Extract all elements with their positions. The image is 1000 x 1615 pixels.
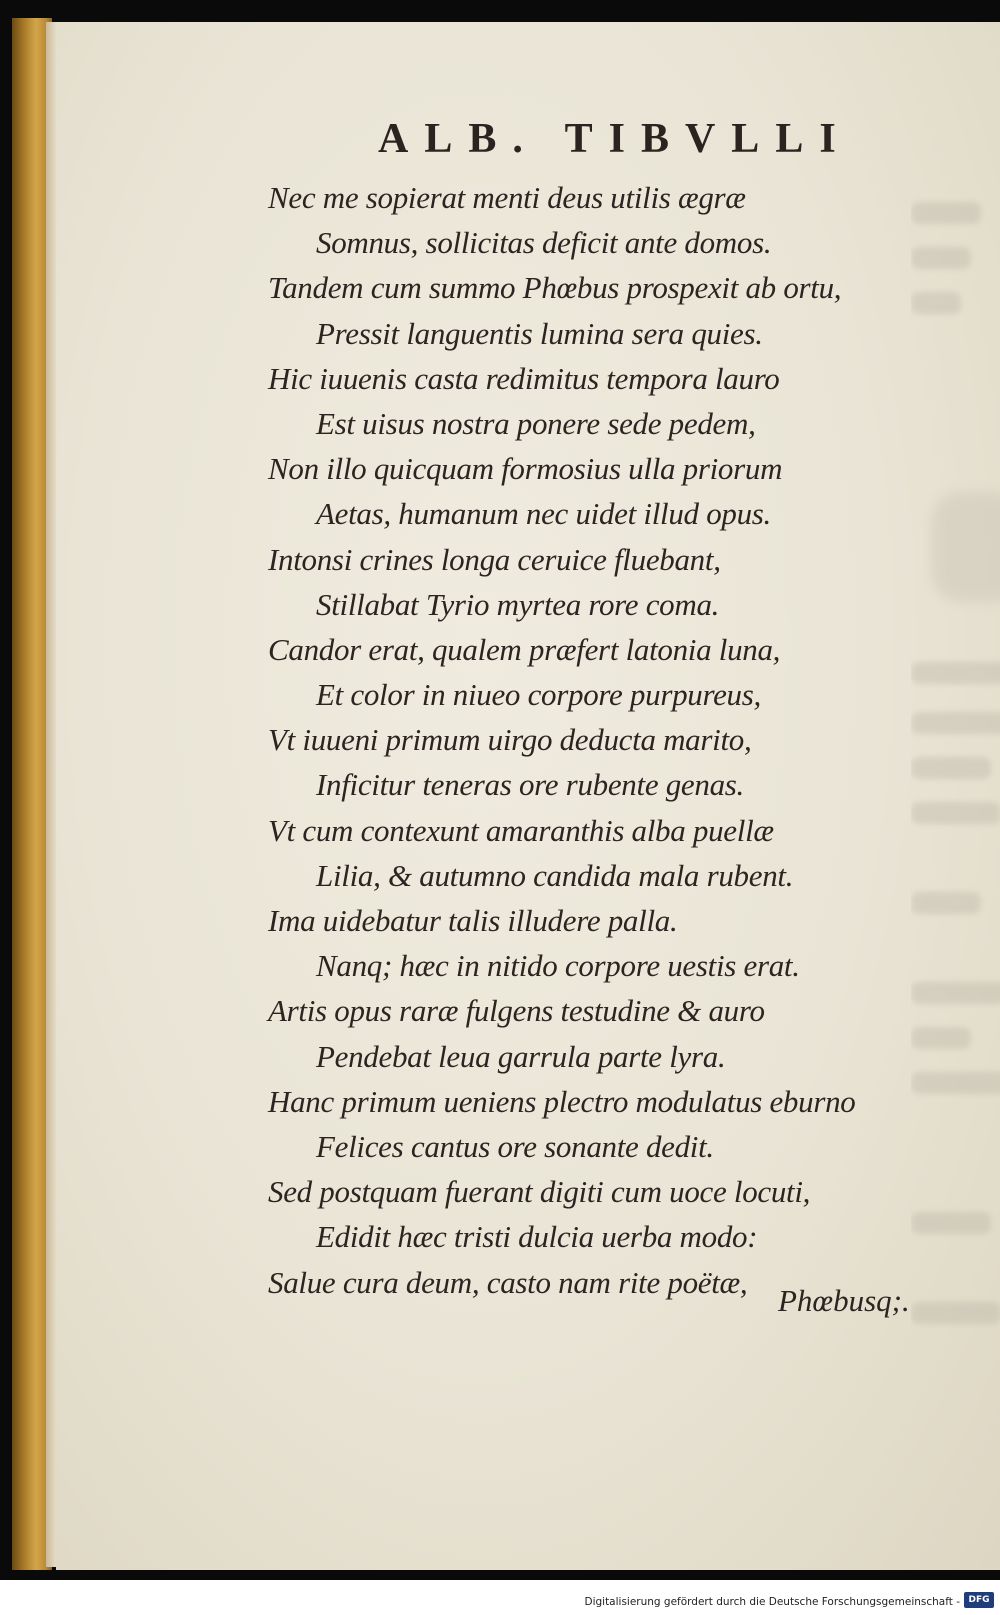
verse-line: Vt iuueni primum uirgo deducta marito, bbox=[268, 722, 752, 758]
verse-line: Non illo quicquam formosius ulla priorum bbox=[268, 451, 783, 487]
verse-line: Pendebat leua garrula parte lyra. bbox=[316, 1038, 726, 1074]
show-through bbox=[911, 192, 1000, 1332]
catchword: Phœbusq;. bbox=[778, 1283, 910, 1318]
verse-line: Candor erat, qualem præfert latonia luna, bbox=[268, 631, 781, 667]
dfg-logo: DFG bbox=[964, 1592, 994, 1608]
running-head-text: ALB. TIBVLLI bbox=[378, 116, 852, 162]
verse-line: Lilia, & autumno candida mala rubent. bbox=[316, 857, 794, 893]
verse-line: Vt cum contexunt amaranthis alba puellæ bbox=[268, 812, 774, 848]
verse-line: Est uisus nostra ponere sede pedem, bbox=[316, 405, 756, 441]
funding-credit: Digitalisierung gefördert durch die Deutsche Forschungsgemeinschaft - bbox=[584, 1596, 960, 1608]
verse-line: Intonsi crines longa ceruice fluebant, bbox=[268, 541, 721, 577]
verse-line: Hic iuuenis casta redimitus tempora lauro bbox=[268, 360, 780, 396]
running-head bbox=[378, 115, 852, 167]
verse-line: Felices cantus ore sonante dedit. bbox=[316, 1128, 714, 1164]
verse-line: Inficitur teneras ore rubente genas. bbox=[316, 767, 744, 803]
verse-line: Pressit languentis lumina sera quies. bbox=[316, 315, 763, 351]
verse-line: Nanq; hæc in nitido corpore uestis erat. bbox=[316, 948, 800, 984]
digitization-footer bbox=[0, 1587, 1000, 1615]
verse-line: Sed postquam fuerant digiti cum uoce locuti, bbox=[268, 1174, 811, 1210]
verse-line: Nec me sopierat menti deus utilis ægræ bbox=[268, 180, 746, 215]
verse-line: Hanc primum ueniens plectro modulatus eburno bbox=[268, 1083, 856, 1119]
verse-block bbox=[268, 175, 908, 1305]
verse-line: Stillabat Tyrio myrtea rore coma. bbox=[316, 586, 720, 622]
verse-line: Artis opus raræ fulgens testudine & auro bbox=[268, 993, 765, 1029]
verse-line: Tandem cum summo Phœbus prospexit ab ortu, bbox=[268, 270, 842, 306]
verse-line: Salue cura deum, casto nam rite poëtæ, bbox=[268, 1264, 748, 1300]
verse-line: Aetas, humanum nec uidet illud opus. bbox=[316, 496, 772, 532]
page-stack-edge bbox=[46, 22, 56, 1567]
verse-line: Et color in niueo corpore purpureus, bbox=[316, 677, 761, 713]
verse-line: Edidit hæc tristi dulcia uerba modo: bbox=[316, 1219, 758, 1255]
verse-line: Ima uidebatur talis illudere palla. bbox=[268, 903, 678, 938]
verse-line: Somnus, sollicitas deficit ante domos. bbox=[316, 225, 772, 261]
